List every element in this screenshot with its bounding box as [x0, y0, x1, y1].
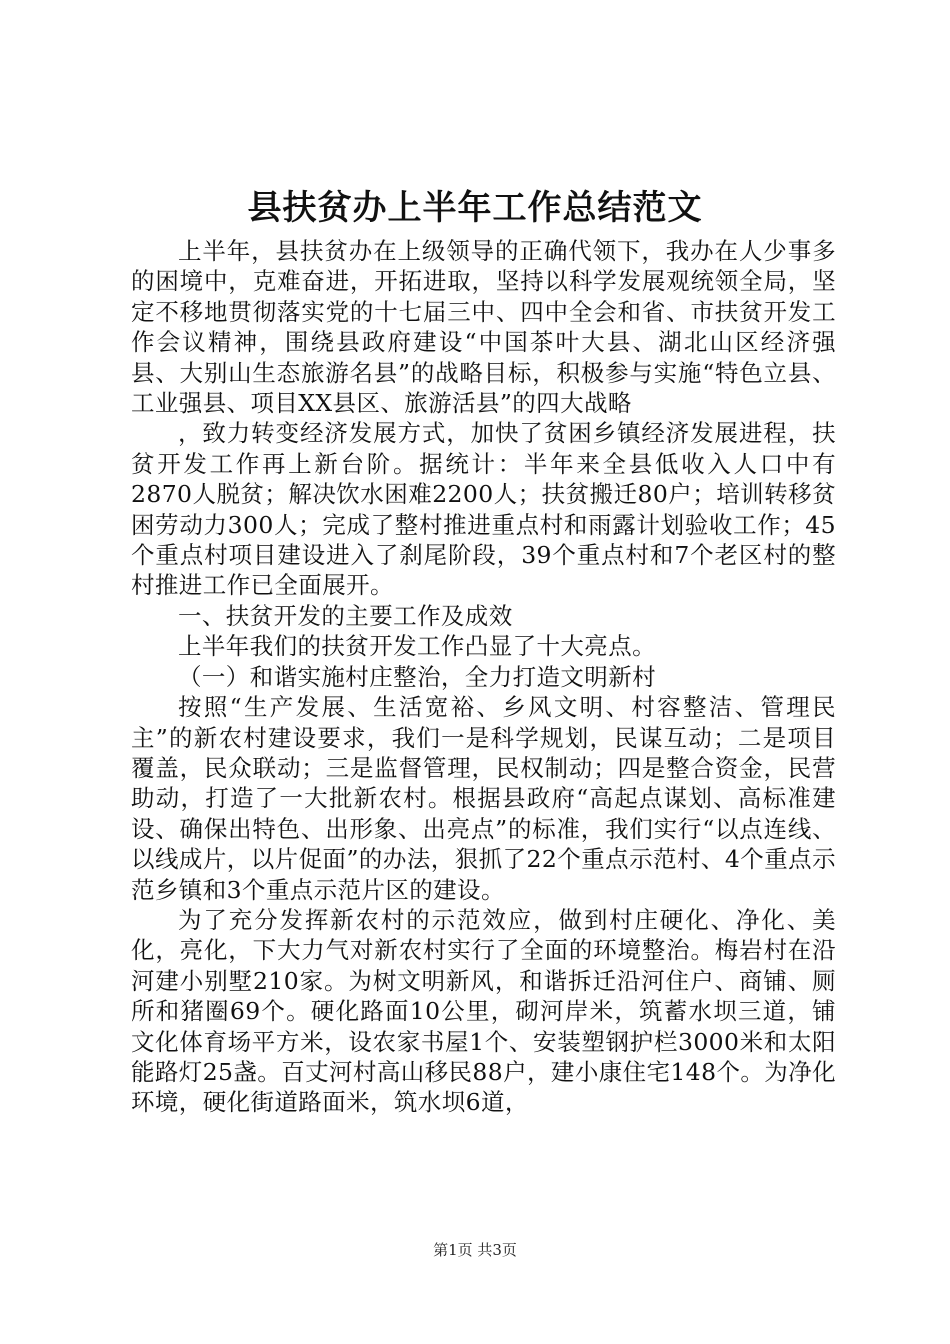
page-footer: 第1页 共3页: [433, 1241, 517, 1259]
paragraph: ，致力转变经济发展方式，加快了贫困乡镇经济发展进程，扶贫开发工作再上新台阶。据统计：半年来全县低收入人口中有2870人脱贫；解决饮水困难2200人；扶贫搬迁80户；培训转移贫困劳动力300人；完成了整村推进重点村和雨露计划验收工作；45个重点村项目建设进入了刹尾阶段，39个重点村和7个老区村的整村推进工作已全面展开。: [131, 419, 836, 600]
paragraph: 上半年我们的扶贫开发工作凸显了十大亮点。: [178, 632, 656, 661]
subsection-heading: （一）和谐实施村庄整治，全力打造文明新村: [178, 662, 656, 691]
paragraph: 上半年，县扶贫办在上级领导的正确代领下，我办在人少事多的困境中，克难奋进，开拓进取，坚持以科学发展观统领全局，坚定不移地贯彻落实党的十七届三中、四中全会和省、市扶贫开发工作会议精神，围绕县政府建设“中国茶叶大县、湖北山区经济强县、大别山生态旅游名县”的战略目标，积极参与实施“特色立县、工业强县、项目XX县区、旅游活县”的四大战略: [131, 237, 836, 418]
paragraph: 按照“生产发展、生活宽裕、乡风文明、村容整洁、管理民主”的新农村建设要求，我们一是科学规划，民谋互动；二是项目覆盖，民众联动；三是监督管理，民权制动；四是整合资金，民营助动，打造了一大批新农村。根据县政府“高起点谋划、高标准建设、确保出特色、出形象、出亮点”的标准，我们实行“以点连线、以线成片，以片促面”的办法，狠抓了22个重点示范村、4个重点示范乡镇和3个重点示范片区的建设。: [131, 693, 836, 904]
section-heading: 一、扶贫开发的主要工作及成效: [178, 601, 513, 630]
document-body: [131, 236, 836, 1118]
document-title: 县扶贫办上半年工作总结范文: [247, 188, 703, 228]
paragraph: 为了充分发挥新农村的示范效应，做到村庄硬化、净化、美化，亮化，下大力气对新农村实行了全面的环境整治。梅岩村在沿河建小别墅210家。为树文明新风，和谐拆迁沿河住户、商铺、厕所和猪圈69个。硬化路面10公里，砌河岸米，筑蓄水坝三道，铺文化体育场平方米，设农家书屋1个、安装塑钢护栏3000米和太阳能路灯25盏。百丈河村高山移民88户，建小康住宅148个。为净化环境，硬化街道路面米，筑水坝6道，: [131, 905, 836, 1117]
